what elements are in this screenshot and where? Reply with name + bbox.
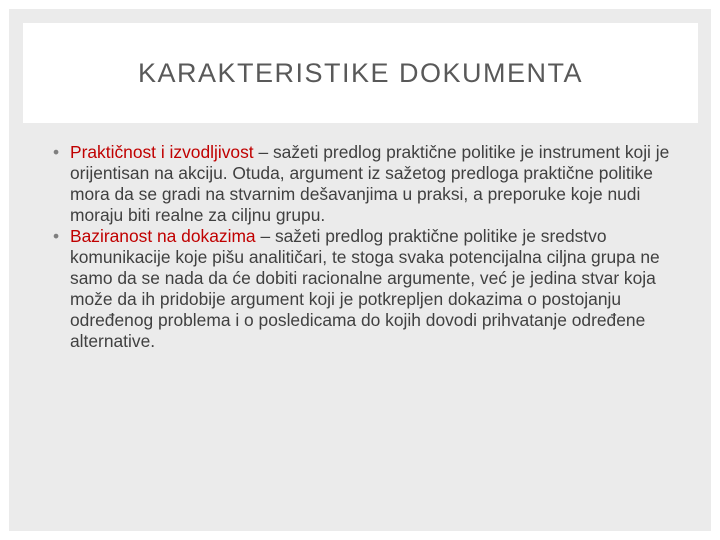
bullet-term: Baziranost na dokazima	[70, 226, 256, 246]
bullet-text: – sažeti predlog praktične politike je instrument koji je orijentisan na akciju. Otuda, argument iz sažetog predloga praktične politike mora da se gradi na stvarnim dešavanjima u praksi, a preporuke koje nudi moraju biti realne za ciljnu grupu.	[70, 142, 670, 225]
slide-body	[51, 142, 679, 352]
slide-title: KARAKTERISTIKE DOKUMENTA	[137, 57, 584, 88]
bullet-text: – sažeti predlog praktične politike je sredstvo komunikacije koje pišu analitičari, te stoga svaka potencijalna ciljna grupa ne samo da se nada da će dobiti racionalne argumente, već je jedina stvar koja može da ih pridobije argument koji je potkrepljen dokazima o postojanju određenog problema i o posledicama do kojih dovodi prihvatanje određene alternative.	[70, 226, 660, 351]
bullet-term: Praktičnost i izvodljivost	[70, 142, 254, 162]
bullet-marker: •	[53, 142, 60, 162]
title-box	[23, 23, 698, 123]
bullet-item-evidence-based	[51, 226, 679, 352]
bullet-marker: •	[53, 226, 60, 246]
bullet-item-practicality	[51, 142, 679, 226]
